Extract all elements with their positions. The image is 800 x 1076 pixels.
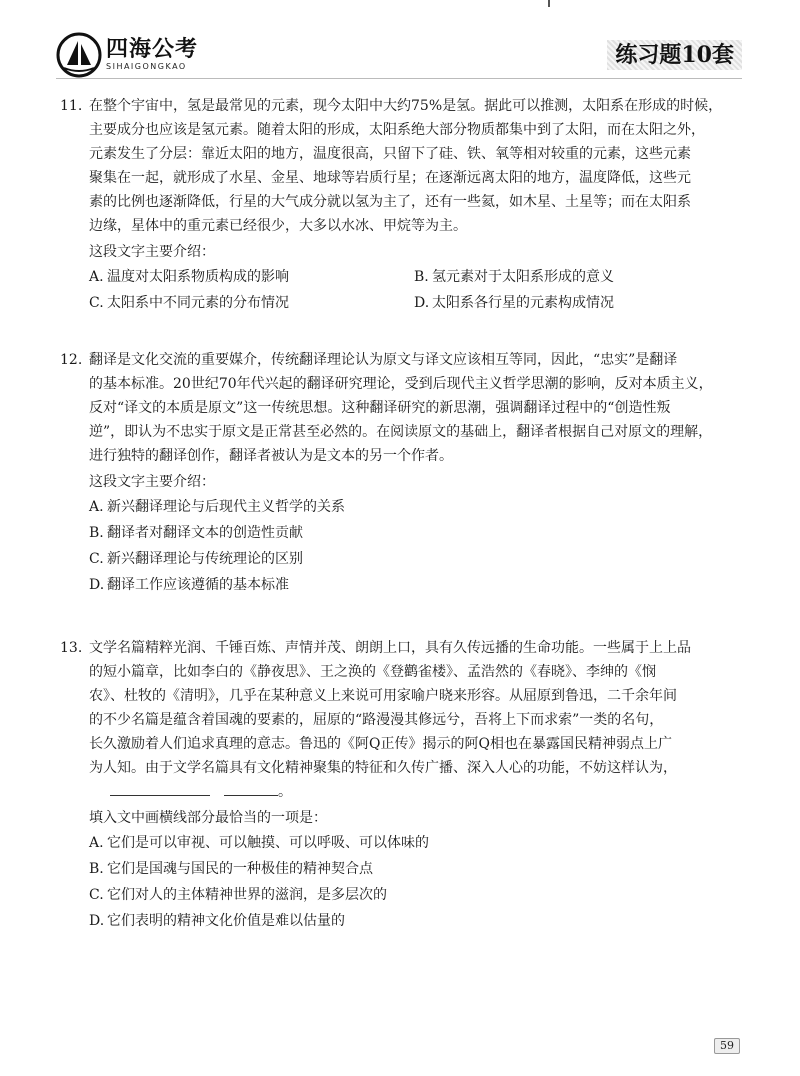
passage-line: 逆”，即认为不忠实于原文是正常甚至必然的。在阅读原文的基础上，翻译者根据自己对原文的理解， xyxy=(89,424,713,440)
sailboat-logo-icon xyxy=(56,32,102,78)
scan-mark xyxy=(548,0,550,7)
blank-line xyxy=(224,781,278,796)
question-13 xyxy=(60,636,740,934)
question-number: 11. xyxy=(60,98,83,114)
passage-line: 聚集在一起，就形成了水星、金星、地球等岩质行星；在逐渐远离太阳的地方，温度降低，这些元 xyxy=(89,170,691,186)
passage-line: 为人知。由于文学名篇具有文化精神聚集的特征和久传广播、深入人心的功能，不妨这样认为， xyxy=(89,760,677,776)
passage-line: 边缘，星体中的重元素已经很少，大多以水冰、甲烷等为主。 xyxy=(89,218,467,234)
option-c[interactable]: C. 新兴翻译理论与传统理论的区别 xyxy=(89,551,303,567)
set-title: 练习题10套 xyxy=(607,40,742,70)
logo-subtitle: SIHAIGONGKAO xyxy=(106,62,187,71)
passage-line: 在整个宇宙中，氢是最常见的元素，现今太阳中大约75%是氢。据此可以推测，太阳系在形成的时候， xyxy=(89,98,723,114)
passage-line: 农》、杜牧的《清明》，几乎在某种意义上来说可用家喻户晓来形容。从屈原到鲁迅，二千余年间 xyxy=(89,688,677,704)
question-stem: 这段文字主要介绍： xyxy=(89,244,215,260)
logo-name: 四海公考 xyxy=(106,37,199,62)
question-stem: 这段文字主要介绍： xyxy=(89,474,215,490)
passage-line: 的基本标准。20世纪70年代兴起的翻译研究理论，受到后现代主义哲学思潮的影响，反对本质主义， xyxy=(89,376,713,392)
passage-line: 反对“译文的本质是原文”这一传统思想。这种翻译研究的新思潮，强调翻译过程中的“创造性叛 xyxy=(89,400,671,416)
option-d[interactable]: D. 它们表明的精神文化价值是难以估量的 xyxy=(89,913,345,929)
option-b[interactable]: B. 氢元素对于太阳系形成的意义 xyxy=(414,269,614,285)
option-list xyxy=(60,264,740,316)
passage-line: 进行独特的翻译创作，翻译者被认为是文本的另一个作者。 xyxy=(89,448,453,464)
passage-line: 文学名篇精粹光润、千锤百炼、声情并茂、朗朗上口，具有久传远播的生命功能。一些属于上上品 xyxy=(89,640,691,656)
question-number: 12. xyxy=(60,352,83,368)
header-divider xyxy=(56,78,742,79)
page-number: 59 xyxy=(714,1038,740,1054)
passage-line: 元素发生了分层：靠近太阳的地方，温度很高，只留下了硅、铁、氧等相对较重的元素，这些元素 xyxy=(89,146,691,162)
passage-line: 长久激励着人们追求真理的意志。鲁迅的《阿Q正传》揭示的阿Q相也在暴露国民精神弱点上广 xyxy=(89,736,672,752)
option-a[interactable]: A. 温度对太阳系物质构成的影响 xyxy=(89,269,289,285)
question-11 xyxy=(60,94,740,316)
option-c[interactable]: C. 太阳系中不同元素的分布情况 xyxy=(89,295,289,311)
logo xyxy=(56,32,198,78)
passage-line: 的短小篇章，比如李白的《静夜思》、王之涣的《登鹳雀楼》、孟浩然的《春晓》、李绅的《悯 xyxy=(89,664,656,680)
question-stem: 填入文中画横线部分最恰当的一项是： xyxy=(89,810,327,826)
passage-line: 的不少名篇是蕴含着国魂的要素的，屈原的“路漫漫其修远兮，吾将上下而求索”一类的名句， xyxy=(89,712,664,728)
passage-line: 翻译是文化交流的重要媒介，传统翻译理论认为原文与译文应该相互等同，因此，“忠实”是翻译 xyxy=(89,352,678,368)
passage-line: 主要成分也应该是氢元素。随着太阳的形成，太阳系绝大部分物质都集中到了太阳，而在太阳之外， xyxy=(89,122,705,138)
fill-in-blank xyxy=(60,780,740,804)
option-list xyxy=(60,494,740,598)
option-d[interactable]: D. 太阳系各行星的元素构成情况 xyxy=(414,295,614,311)
option-d[interactable]: D. 翻译工作应该遵循的基本标准 xyxy=(89,577,289,593)
option-a[interactable]: A. 它们是可以审视、可以触摸、可以呼吸、可以体味的 xyxy=(89,835,429,851)
question-number: 13. xyxy=(60,640,83,656)
option-b[interactable]: B. 它们是国魂与国民的一种极佳的精神契合点 xyxy=(89,861,373,877)
passage-line: 素的比例也逐渐降低，行星的大气成分就以氢为主了，还有一些氦，如木星、土星等；而在太阳系 xyxy=(89,194,691,210)
blank-end: 。 xyxy=(278,784,292,800)
question-12 xyxy=(60,348,740,598)
option-a[interactable]: A. 新兴翻译理论与后现代主义哲学的关系 xyxy=(89,499,345,515)
blank-line xyxy=(110,781,210,796)
option-c[interactable]: C. 它们对人的主体精神世界的滋润，是多层次的 xyxy=(89,887,387,903)
option-list xyxy=(60,830,740,934)
option-b[interactable]: B. 翻译者对翻译文本的创造性贡献 xyxy=(89,525,303,541)
